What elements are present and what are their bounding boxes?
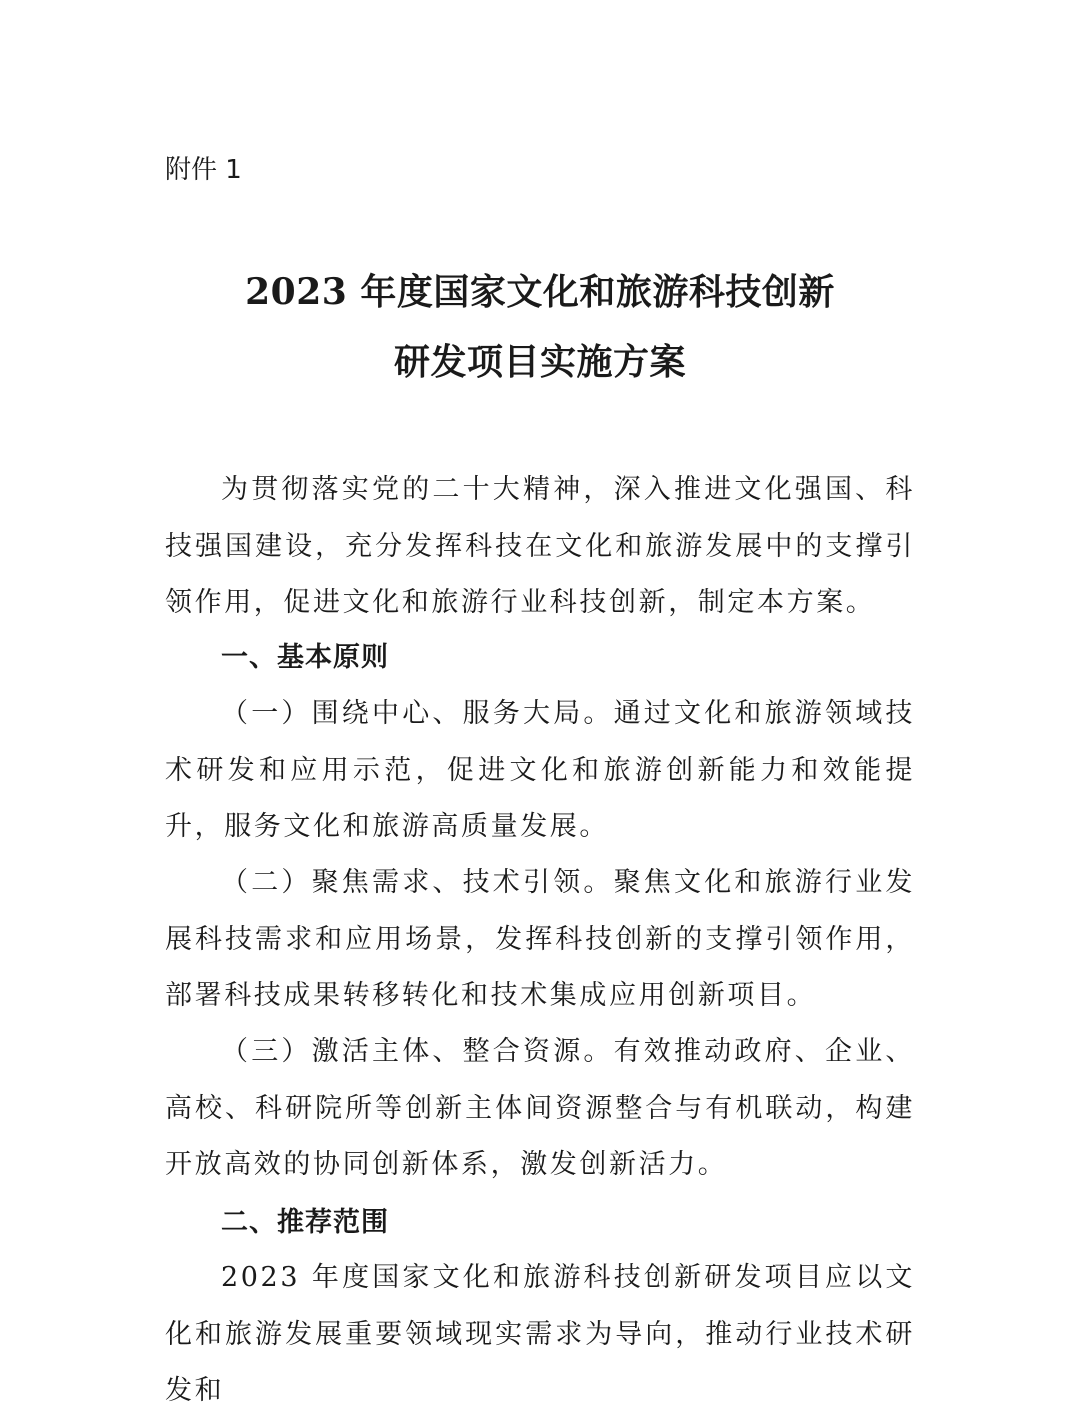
- principle-paragraph-2: [165, 855, 915, 1025]
- principle-paragraph-1: [165, 686, 915, 856]
- document-title-line2: 研发项目实施方案: [393, 341, 686, 383]
- document-title-line1: 2023 年度国家文化和旅游科技创新: [245, 271, 835, 313]
- principle-lead-2: （二）聚焦需求、技术引领。: [221, 867, 614, 898]
- principle-paragraph-3: [165, 1024, 915, 1194]
- section1-heading: 一、基本原则: [221, 642, 389, 673]
- intro-paragraph: 为贯彻落实党的二十大精神，深入推进文化强国、科技强国建设，充分发挥科技在文化和旅游发展中的支撑引领作用，促进文化和旅游行业科技创新，制定本方案。: [165, 474, 915, 618]
- principle-lead-1: （一）围绕中心、服务大局。: [221, 698, 614, 729]
- principle-text-1: 通过文化和旅游领域技术研发和应用示范，促进文化和旅游创新能力和效能提升，服务文化和旅游高质量发展。: [165, 698, 915, 842]
- attachment-label: 附件 1: [165, 155, 242, 185]
- principle-text-3: 有效推动政府、企业、高校、科研院所等创新主体间资源整合与有机联动，构建开放高效的协同创新体系，激发创新活力。: [165, 1036, 915, 1180]
- section2-heading: 二、推荐范围: [221, 1207, 389, 1238]
- scope-paragraph: 2023 年度国家文化和旅游科技创新研发项目应以文化和旅游发展重要领域现实需求为导向，推动行业技术研发和: [165, 1262, 915, 1406]
- principle-text-2: 聚焦文化和旅游行业发展科技需求和应用场景，发挥科技创新的支撑引领作用，部署科技成果转移转化和技术集成应用创新项目。: [165, 867, 915, 1011]
- principle-lead-3: （三）激活主体、整合资源。: [221, 1036, 614, 1067]
